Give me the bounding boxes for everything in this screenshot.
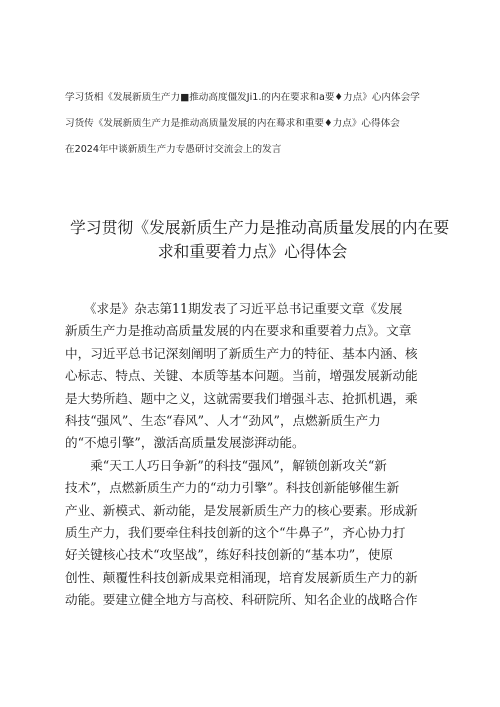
paragraph-line: 乘“天工人巧日争新”的科技“强风”，解锁创新攻关“新 xyxy=(65,457,387,473)
article-title-line-2: 求和重要着力点》心得体会 xyxy=(157,242,348,261)
paragraph-line: 新质生产力是推动高质量发展的内在要求和重要着力点》。文章 xyxy=(65,323,412,339)
article-title-line-1: 学习贯彻《发展新质生产力是推动高质量发展的内在要 xyxy=(70,218,450,237)
index-line-2: 习货传《发展新质生产力是推动高质量发展的内在蓦求和重要♦力点》心得体会 xyxy=(65,118,400,129)
paragraph-1 xyxy=(65,298,437,455)
paragraph-line: 创性、颠覆性科技创新成果竞相涌现，培育发展新质生产力的新 xyxy=(65,569,418,585)
index-line-3: 在2024年中谈新质生产力专愚研讨交流会上的发言 xyxy=(65,144,282,155)
article-body xyxy=(65,298,437,611)
paragraph-line: 动能。要建立健全地方与高校、科研院所、知名企业的战略合作 xyxy=(65,592,418,608)
paragraph-line: 质生产力，我们要牵住科技创新的这个“牛鼻子”，齐心协力打 xyxy=(65,524,406,540)
paragraph-line: 是大势所趋、题中之义，这就需要我们增强斗志、抢抓机遇，乘 xyxy=(65,390,418,406)
document-index-list xyxy=(65,92,445,170)
paragraph-line: 《求是》杂志第11期发表了习近平总书记重要文章《发展 xyxy=(65,301,403,316)
paragraph-line: 技术”，点燃新质生产力的“动力引擎”。科技创新能够催生新 xyxy=(65,480,400,496)
paragraph-line: 心标志、特点、关键、本质等基本问题。当前，增强发展新动能 xyxy=(65,368,418,384)
paragraph-2 xyxy=(65,455,437,612)
paragraph-line: 科技“强风”、生态“春风”、人才“劲风”，点燃新质生产力 xyxy=(65,412,381,428)
article-title xyxy=(70,216,450,264)
paragraph-line: 产业、新模式、新动能，是发展新质生产力的核心要素。形成新 xyxy=(65,502,418,518)
paragraph-line: 中，习近平总书记深刻阐明了新质生产力的特征、基本内涵、核 xyxy=(65,345,418,361)
paragraph-line: 好关键核心技术“攻坚战”，练好科技创新的“基本功”，使原 xyxy=(65,547,394,563)
paragraph-line: 的“不熄引擎”，激活高质量发展澎湃动能。 xyxy=(65,435,305,451)
index-line-1: 学习货相《发展新质生产力■推动高度僵发Ji1.的内在要求和a要♦力点》心内体会学 xyxy=(65,92,420,103)
